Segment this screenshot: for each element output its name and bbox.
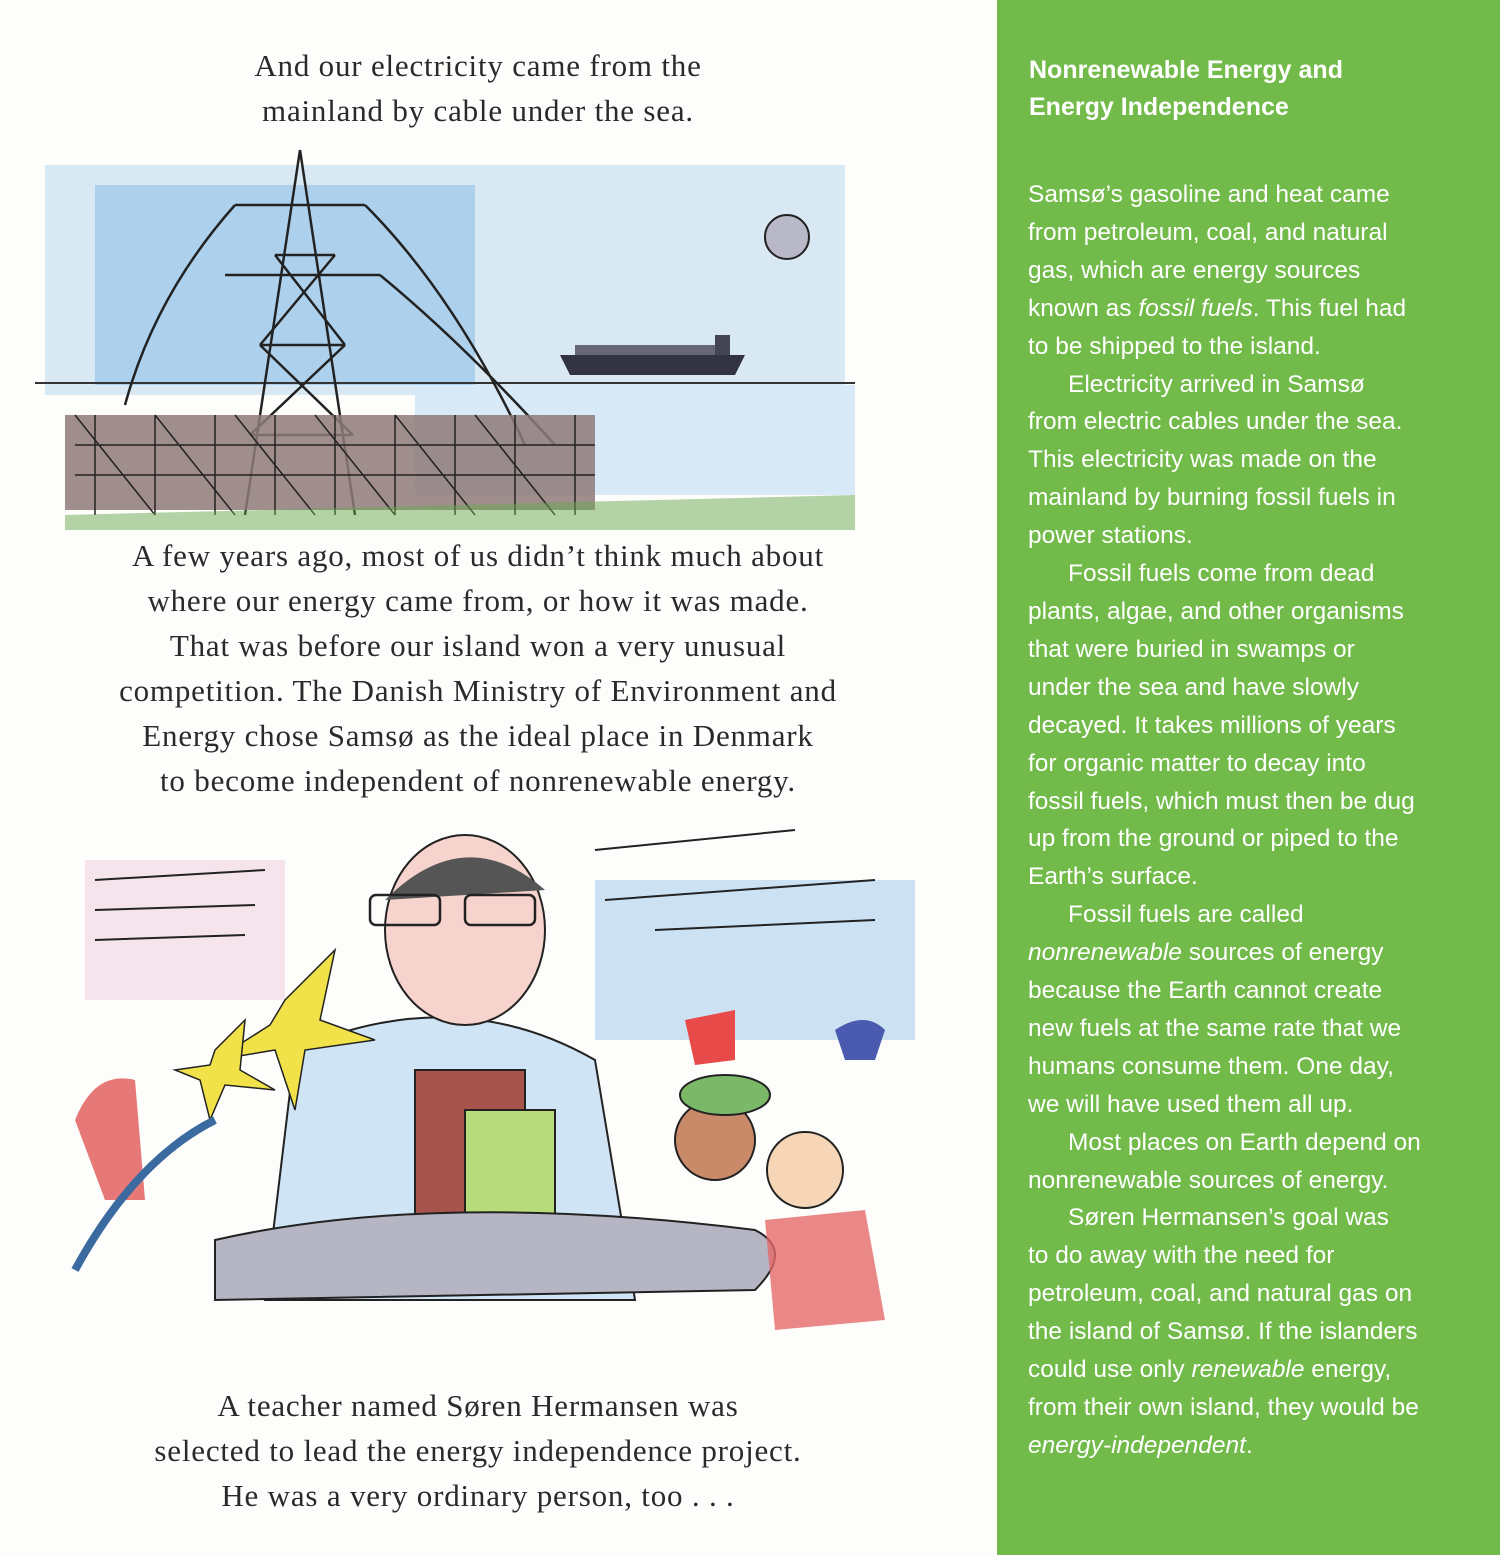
power-pylon-sea-illustration [35, 145, 875, 530]
text-line: selected to lead the energy independence project. [154, 1433, 802, 1468]
sidebar-line [1028, 669, 1421, 707]
sidebar-text: from petroleum, coal, and natural [1028, 218, 1388, 246]
sidebar-line [1028, 214, 1421, 252]
sidebar-text: mainland by burning fossil fuels in [1028, 484, 1396, 512]
sidebar-text: Earth’s surface. [1028, 863, 1198, 891]
sidebar-text: Electricity arrived in Samsø [1068, 370, 1365, 398]
sidebar-line [1028, 820, 1421, 858]
sidebar-text: plants, algae, and other organisms [1028, 597, 1404, 625]
sidebar-line [1028, 934, 1421, 972]
sidebar-line [1028, 1162, 1421, 1200]
sidebar-text: could use only [1028, 1356, 1192, 1384]
sidebar-line [1028, 479, 1421, 517]
sidebar-line [1028, 1199, 1421, 1237]
sidebar-italic-term: renewable [1191, 1356, 1305, 1384]
sidebar-text: fossil fuels, which must then be dug [1028, 787, 1415, 815]
sidebar-text: This electricity was made on the [1028, 446, 1377, 474]
sidebar-text: the island of Samsø. If the islanders [1028, 1318, 1418, 1346]
sidebar-text: Fossil fuels come from dead [1068, 560, 1375, 588]
text-line: That was before our island won a very unusual [169, 628, 787, 663]
sidebar-line [1028, 176, 1421, 214]
text-line: He was a very ordinary person, too . . . [221, 1478, 735, 1513]
sidebar-line [1028, 290, 1421, 328]
sidebar-line [1028, 1086, 1421, 1124]
text-line: Energy chose Samsø as the ideal place in Denmark [142, 718, 814, 753]
sidebar-text: humans consume them. One day, [1028, 1052, 1394, 1080]
sidebar-text: new fuels at the same rate that we [1028, 1014, 1402, 1042]
sidebar-text: power stations. [1028, 522, 1193, 550]
sidebar-text: up from the ground or piped to the [1028, 825, 1399, 853]
sidebar-line [1028, 366, 1421, 404]
sidebar-line [1028, 517, 1421, 555]
caption-top [60, 43, 896, 133]
sidebar-text: because the Earth cannot create [1028, 977, 1383, 1005]
sidebar-text: to do away with the need for [1028, 1242, 1335, 1270]
sidebar-text: decayed. It takes millions of years [1028, 711, 1396, 739]
sidebar-line [1028, 896, 1421, 934]
sidebar-line [1028, 745, 1421, 783]
sidebar-text: from electric cables under the sea. [1028, 408, 1403, 436]
sidebar-line [1028, 403, 1421, 441]
sidebar-panel [997, 0, 1500, 1555]
teacher-with-children-illustration [35, 820, 950, 1360]
sidebar-text: sources of energy [1181, 939, 1384, 967]
sidebar-text: to be shipped to the island. [1028, 332, 1321, 360]
sidebar-line [1028, 631, 1421, 669]
sidebar-line [1028, 252, 1421, 290]
sidebar-line [1028, 1389, 1421, 1427]
sidebar-line [1028, 328, 1421, 366]
sidebar-text: known as [1028, 294, 1139, 322]
paragraph-bottom [60, 1383, 896, 1518]
sidebar-text: for organic matter to decay into [1028, 749, 1366, 777]
sidebar-text: that were buried in swamps or [1028, 635, 1355, 663]
moon-icon [765, 215, 809, 259]
text-line: A few years ago, most of us didn’t think much about [132, 538, 824, 573]
sidebar-text: . This fuel had [1252, 294, 1407, 322]
sidebar-line [1028, 1010, 1421, 1048]
sidebar-italic-term: fossil fuels [1138, 294, 1253, 322]
sidebar-line [1028, 1275, 1421, 1313]
sidebar-text: petroleum, coal, and natural gas on [1028, 1280, 1413, 1308]
text-line: where our energy came from, or how it was made. [147, 583, 809, 618]
caption-line: mainland by cable under the sea. [262, 93, 694, 128]
sidebar-text: nonrenewable sources of energy. [1028, 1166, 1389, 1194]
sidebar-line [1028, 858, 1421, 896]
sidebar-text: gas, which are energy sources [1028, 256, 1361, 284]
sidebar-line [1028, 783, 1421, 821]
sidebar-line [1028, 707, 1421, 745]
sidebar-line [1028, 1313, 1421, 1351]
sidebar-text: from their own island, they would be [1028, 1394, 1419, 1421]
sidebar-text: Most places on Earth depend on [1068, 1128, 1421, 1156]
sidebar-line [1028, 1124, 1421, 1162]
sidebar-title [1029, 52, 1343, 126]
sidebar-title-line: Energy Independence [1029, 93, 1289, 121]
sidebar-text: under the sea and have slowly [1028, 673, 1359, 701]
sidebar-text: . [1245, 1431, 1253, 1459]
sidebar-text: energy, [1304, 1356, 1392, 1384]
paragraph-middle [60, 533, 896, 803]
sidebar-line [1028, 972, 1421, 1010]
sidebar-line [1028, 1048, 1421, 1086]
sidebar-line [1028, 1237, 1421, 1275]
text-line: competition. The Danish Ministry of Environment and [119, 673, 837, 708]
sidebar-line [1028, 1427, 1421, 1465]
sidebar-text: Fossil fuels are called [1068, 901, 1304, 929]
sidebar-text: Samsø’s gasoline and heat came [1028, 181, 1390, 208]
sidebar-body [1028, 176, 1421, 1465]
sidebar-italic-term: nonrenewable [1028, 939, 1182, 967]
sidebar-line [1028, 441, 1421, 479]
sidebar-text: Søren Hermansen’s goal was [1068, 1204, 1389, 1232]
sidebar-line [1028, 555, 1421, 593]
text-line: to become independent of nonrenewable energy. [160, 763, 796, 798]
sidebar-italic-term: energy-independent [1028, 1431, 1246, 1459]
sidebar-text: we will have used them all up. [1028, 1090, 1354, 1118]
text-line: A teacher named Søren Hermansen was [217, 1388, 739, 1423]
sidebar-title-line: Nonrenewable Energy and [1029, 56, 1343, 84]
sidebar-line [1028, 1351, 1421, 1389]
caption-line: And our electricity came from the [254, 48, 702, 83]
sidebar-line [1028, 593, 1421, 631]
